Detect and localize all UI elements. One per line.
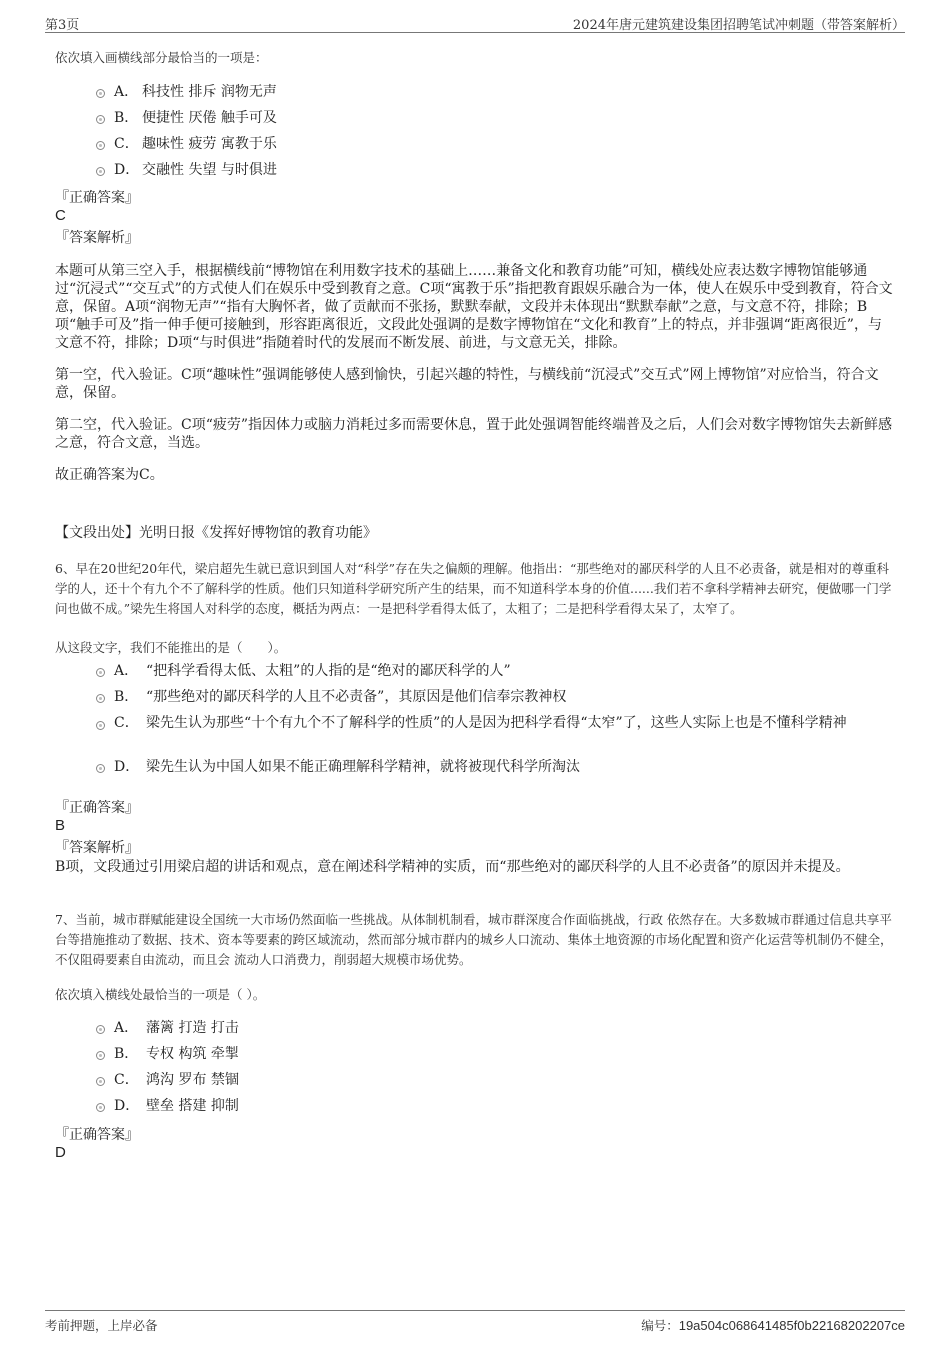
footer-slogan: 考前押题，上岸必备: [45, 1318, 158, 1333]
q7-options: [96, 1018, 896, 1122]
q5-answer: C: [55, 207, 66, 224]
q7-answer-label: 『正确答案』: [55, 1127, 139, 1143]
footer-code-value: 19a504c068641485f0b22168202207ce: [678, 1318, 905, 1333]
q6-option-a[interactable]: A． “把科学看得太低、太粗”的人指的是“绝对的鄙厌科学的人”: [96, 661, 896, 687]
q6-option-d[interactable]: D． 梁先生认为中国人如果不能正确理解科学精神，就将被现代科学所淘汰: [96, 757, 896, 783]
q7-answer: D: [55, 1144, 66, 1161]
q6-options: [96, 661, 896, 783]
radio-icon[interactable]: [96, 1051, 105, 1060]
document-title: 2024年唐元建筑建设集团招聘笔试冲刺题（带答案解析）: [572, 18, 905, 33]
q6-answer-label: 『正确答案』: [55, 800, 139, 816]
radio-icon[interactable]: [96, 89, 105, 98]
q5-analysis-para: 本题可从第三空入手，根据横线前“博物馆在利用数字技术的基础上……兼备文化和教育功能”可知，横线处应表达数字博物馆能够通过“沉浸式”“交互式”的方式使人们在娱乐中受到教育之意。C项“寓教于乐”指把教育跟娱乐融合为一体，使人在娱乐中受到教育，符合文意，保留。A项“润物无声”“指有大胸怀者，做了贡献而不张扬，默默奉献，文段并未体现出“默默奉献”之意，与文意不符，排除；B项“触手可及”指一伸手便可接触到，形容距离很近，文段此处强调的是数字博物馆在“文化和教育”上的特点，并非强调“距离很近”，与文意不符，排除；D项“与时俱进”指随着时代的发展而不断发展、前进，与文意无关，排除。: [55, 263, 893, 351]
q6-analysis-label: 『答案解析』: [55, 840, 139, 856]
page-footer: [45, 1310, 905, 1331]
q5-answer-label: 『正确答案』: [55, 190, 139, 206]
q5-options: [96, 82, 896, 186]
q5-analysis-para: 第一空，代入验证。C项“趣味性”强调能够使人感到愉快，引起兴趣的特性，与横线前“沉浸式”交互式”网上博物馆”对应恰当，符合文意，保留。: [55, 367, 879, 401]
q5-analysis-para: 第二空，代入验证。C项“疲劳”指因体力或脑力消耗过多而需要休息，置于此处强调智能终端普及之后，人们会对数字博物馆失去新鲜感之意，符合文意，当选。: [55, 417, 893, 451]
q6-option-b[interactable]: B． “那些绝对的鄙厌科学的人且不必责备”，其原因是他们信奉宗教神权: [96, 687, 896, 713]
q7-stem: 7、当前，城市群赋能建设全国统一大市场仍然面临一些挑战。从体制机制看，城市群深度合作面临挑战，行政 依然存在。大多数城市群通过信息共享平台等措施推动了数据、技术、资本等要素的跨区域流动，然而部分城市群内的城乡人口流动、集体土地资源的市场化配置和资产化运营等机制仍不健全，不仅阻碍要素自由流动，而且会 流动人口消费力，削弱超大规模市场优势。: [55, 912, 893, 967]
q6-ask: 从这段文字，我们不能推出的是（ ）。: [55, 640, 287, 655]
radio-icon[interactable]: [96, 1103, 105, 1112]
footer-code-label: 编号：: [641, 1318, 679, 1333]
q7-option-b[interactable]: B． 专权 构筑 牵掣: [96, 1044, 896, 1070]
page-header: [45, 12, 905, 33]
q7-ask: 依次填入横线处最恰当的一项是（ ）。: [55, 987, 266, 1002]
radio-icon[interactable]: [96, 141, 105, 150]
q7-option-a[interactable]: A． 藩篱 打造 打击: [96, 1018, 896, 1044]
radio-icon[interactable]: [96, 1077, 105, 1086]
footer-code: [641, 1316, 905, 1334]
radio-icon[interactable]: [96, 668, 105, 677]
q6-option-c[interactable]: C． 梁先生认为那些“十个有九个不了解科学的性质”的人是因为把科学看得“太窄”了，这些人实际上也是不懂科学精神: [96, 713, 896, 757]
q7-option-c[interactable]: C． 鸿沟 罗布 禁锢: [96, 1070, 896, 1096]
q6-stem: 6、早在20世纪20年代，梁启超先生就已意识到国人对“科学”存在失之偏颇的理解。他指出：“那些绝对的鄙厌科学的人且不必责备，就是相对的尊重科学的人，还十个有九个不了解科学的性质。他们只知道科学研究所产生的结果，而不知道科学本身的价值......我们若不拿科学精神去研究，便做哪一门学问也做不成。”梁先生将国人对科学的态度，概括为两点：一是把科学看得太低了，太粗了；二是把科学看得太呆了，太窄了。: [55, 561, 892, 616]
q7-option-d[interactable]: D． 壁垒 搭建 抑制: [96, 1096, 896, 1122]
radio-icon[interactable]: [96, 167, 105, 176]
radio-icon[interactable]: [96, 1025, 105, 1034]
radio-icon[interactable]: [96, 694, 105, 703]
q5-stem-tail: 依次填入画横线部分最恰当的一项是：: [55, 50, 268, 65]
q5-option-d[interactable]: D． 交融性 失望 与时俱进: [96, 160, 896, 186]
radio-icon[interactable]: [96, 115, 105, 124]
q5-analysis: [55, 262, 895, 498]
radio-icon[interactable]: [96, 764, 105, 773]
q5-source: 【文段出处】光明日报《发挥好博物馆的教育功能》: [55, 525, 377, 541]
q5-analysis-label: 『答案解析』: [55, 230, 139, 246]
q6-answer: B: [55, 817, 66, 834]
q5-option-c[interactable]: C． 趣味性 疲劳 寓教于乐: [96, 134, 896, 160]
q5-analysis-para: 故正确答案为C。: [55, 467, 164, 483]
q6-analysis: B项，文段通过引用梁启超的讲话和观点，意在阐述科学精神的实质，而“那些绝对的鄙厌科学的人且不必责备”的原因并未提及。: [55, 859, 850, 875]
page-number: 第3页: [45, 18, 80, 33]
q5-option-a[interactable]: A． 科技性 排斥 润物无声: [96, 82, 896, 108]
q5-option-b[interactable]: B． 便捷性 厌倦 触手可及: [96, 108, 896, 134]
